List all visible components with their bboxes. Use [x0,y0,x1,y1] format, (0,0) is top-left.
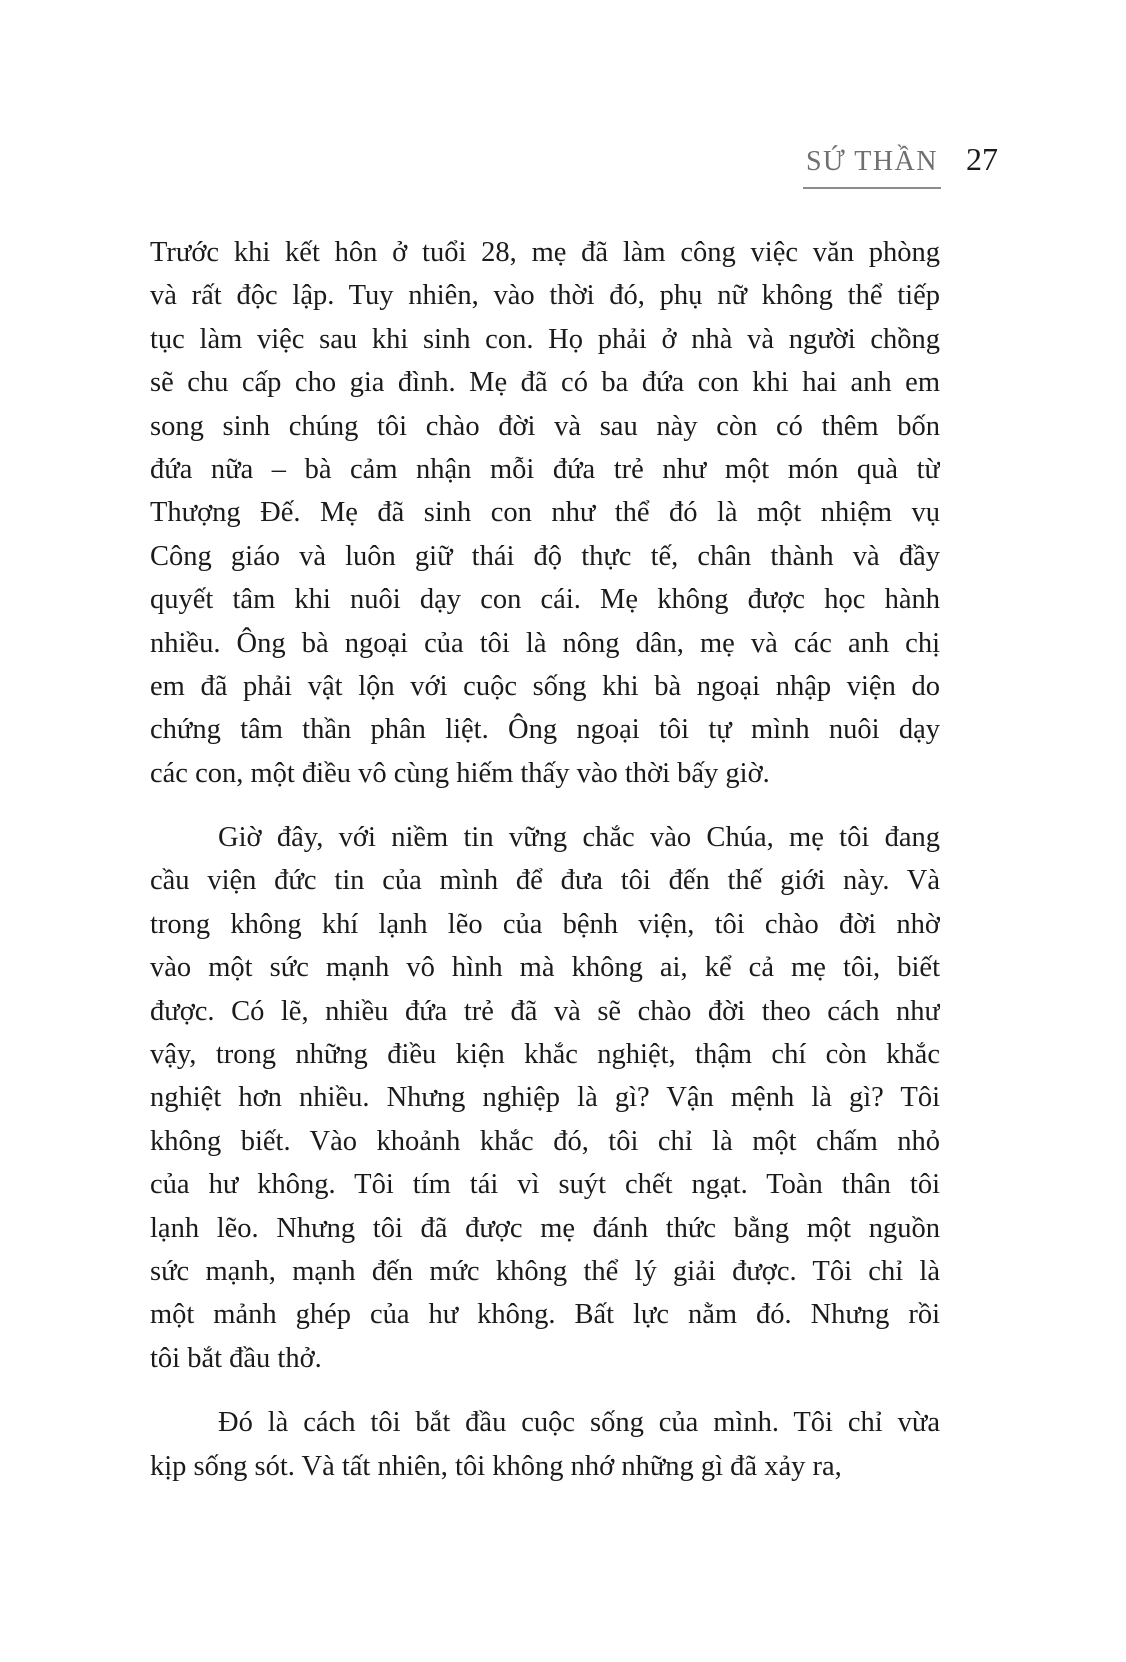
page-body [150,231,940,1509]
text-line: Thượng Đế. Mẹ đã sinh con như thể đó là một nhiệm vụ [150,497,940,529]
text-line: tôi bắt đầu thở. [150,1342,322,1374]
text-line: của hư không. Tôi tím tái vì suýt chết ngạt. Toàn thân tôi [150,1169,940,1201]
paragraph [150,231,940,795]
text-line: Giờ đây, với niềm tin vững chắc vào Chúa, mẹ tôi đang [218,822,940,854]
text-line: vậy, trong những điều kiện khắc nghiệt, thậm chí còn khắc [150,1039,940,1071]
text-line: Công giáo và luôn giữ thái độ thực tế, chân thành và đầy [150,540,940,572]
text-line: đứa nữa – bà cảm nhận mỗi đứa trẻ như một món quà từ [150,453,940,485]
running-title: SỨ THẦN [803,146,941,189]
text-line: trong không khí lạnh lẽo của bệnh viện, tôi chào đời nhờ [150,908,940,940]
text-line: kịp sống sót. Và tất nhiên, tôi không nhớ những gì đã xảy ra, [150,1450,842,1482]
text-line: tục làm việc sau khi sinh con. Họ phải ở nhà và người chồng [150,323,940,355]
text-line: nhiều. Ông bà ngoại của tôi là nông dân, mẹ và các anh chị [150,627,940,659]
paragraph [150,816,940,1380]
text-line: lạnh lẽo. Nhưng tôi đã được mẹ đánh thức bằng một nguồn [150,1212,940,1244]
text-line: cầu viện đức tin của mình để đưa tôi đến thế giới này. Và [150,865,940,897]
text-line: một mảnh ghép của hư không. Bất lực nằm đó. Nhưng rồi [150,1299,940,1331]
page-header [803,141,998,189]
text-line: Trước khi kết hôn ở tuổi 28, mẹ đã làm công việc văn phòng [150,237,940,268]
page-number: 27 [966,141,998,177]
text-line: chứng tâm thần phân liệt. Ông ngoại tôi tự mình nuôi dạy [150,714,940,746]
text-line: sức mạnh, mạnh đến mức không thể lý giải được. Tôi chỉ là [150,1255,940,1287]
text-line: nghiệt hơn nhiều. Nhưng nghiệp là gì? Vận mệnh là gì? Tôi [150,1082,940,1114]
text-line: quyết tâm khi nuôi dạy con cái. Mẹ không được học hành [150,584,940,616]
text-line: không biết. Vào khoảnh khắc đó, tôi chỉ là một chấm nhỏ [150,1125,940,1157]
text-line: sẽ chu cấp cho gia đình. Mẹ đã có ba đứa con khi hai anh em [150,367,940,399]
text-line: được. Có lẽ, nhiều đứa trẻ đã và sẽ chào đời theo cách như [150,995,940,1027]
text-line: Đó là cách tôi bắt đầu cuộc sống của mình. Tôi chỉ vừa [218,1407,940,1439]
text-line: các con, một điều vô cùng hiếm thấy vào thời bấy giờ. [150,757,770,789]
text-line: vào một sức mạnh vô hình mà không ai, kể cả mẹ tôi, biết [150,952,940,984]
text-line: em đã phải vật lộn với cuộc sống khi bà ngoại nhập viện do [150,670,940,702]
text-line: và rất độc lập. Tuy nhiên, vào thời đó, phụ nữ không thể tiếp [150,280,940,312]
paragraph [150,1401,940,1488]
text-line: song sinh chúng tôi chào đời và sau này còn có thêm bốn [150,410,940,442]
